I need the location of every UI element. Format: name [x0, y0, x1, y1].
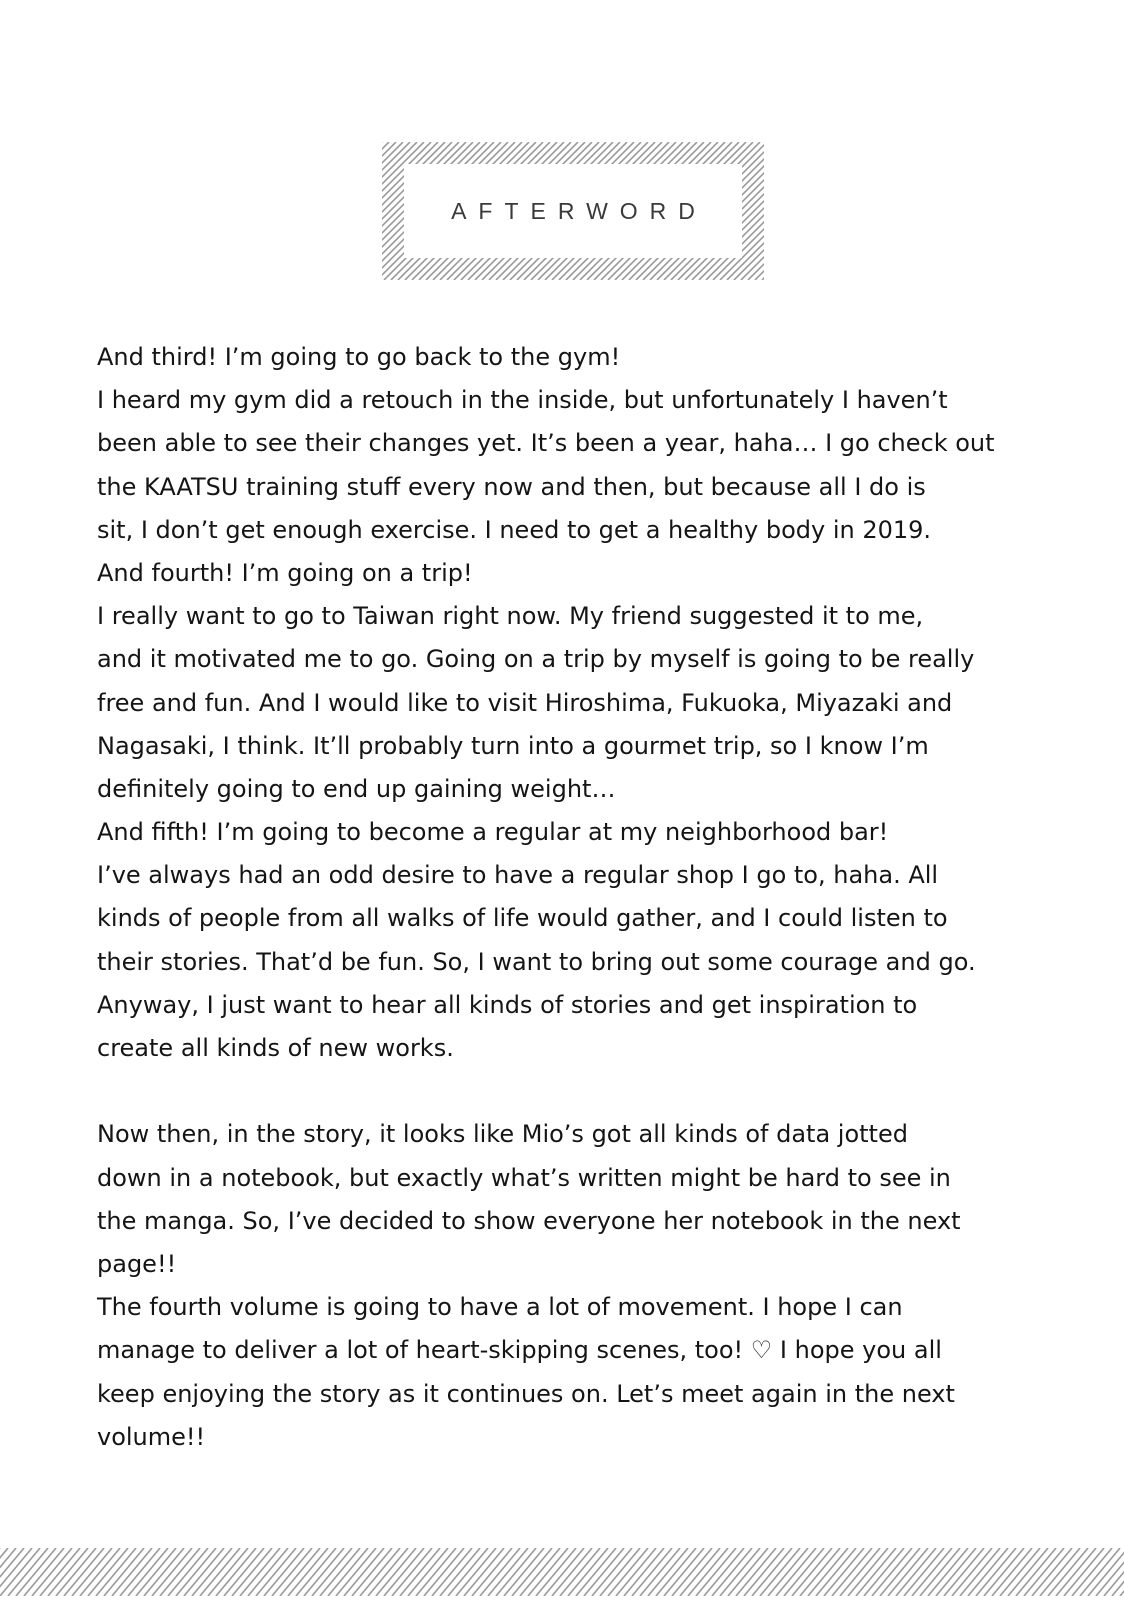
text-line: And fifth! I’m going to become a regular at my neighborhood bar! [97, 818, 889, 847]
text-line: volume!! [97, 1422, 206, 1451]
text-line: the manga. So, I’ve decided to show everyone her notebook in the next [97, 1206, 961, 1235]
text-line: And third! I’m going to go back to the gym! [97, 343, 621, 371]
text-line: down in a notebook, but exactly what’s written might be hard to see in [97, 1163, 951, 1192]
text-line: keep enjoying the story as it continues on. Let’s meet again in the next [97, 1379, 955, 1408]
text-line: and it motivated me to go. Going on a trip by myself is going to be really [97, 645, 975, 674]
text-line: I heard my gym did a retouch in the inside, but unfortunately I haven’t [97, 386, 948, 415]
text-line: definitely going to end up gaining weight… [97, 774, 616, 803]
paragraph-gap [97, 1070, 1057, 1113]
text-line: manage to deliver a lot of heart-skipping scenes, too! ♡ I hope you all [97, 1336, 942, 1365]
bottom-hatched-band [0, 1548, 1124, 1596]
text-line: sit, I don’t get enough exercise. I need to get a healthy body in 2019. [97, 515, 932, 544]
text-line: create all kinds of new works. [97, 1034, 454, 1062]
text-line: their stories. That’d be fun. So, I want to bring out some courage and go. [97, 947, 976, 976]
text-line: free and fun. And I would like to visit Hiroshima, Fukuoka, Miyazaki and [97, 688, 953, 717]
text-line: kinds of people from all walks of life would gather, and I could listen to [97, 904, 948, 933]
text-line: The fourth volume is going to have a lot of movement. I hope I can [97, 1293, 903, 1322]
text-line: been able to see their changes yet. It’s been a year, haha… I go check out [97, 429, 995, 458]
afterword-heading-frame [382, 142, 764, 280]
text-line: I’ve always had an odd desire to have a regular shop I go to, haha. All [97, 861, 939, 890]
text-line: Now then, in the story, it looks like Mio’s got all kinds of data jotted [97, 1120, 908, 1149]
text-line: page!! [97, 1249, 177, 1278]
text-line: Anyway, I just want to hear all kinds of stories and get inspiration to [97, 990, 918, 1019]
text-line: I really want to go to Taiwan right now. My friend suggested it to me, [97, 602, 924, 631]
text-line: And fourth! I’m going on a trip! [97, 558, 473, 587]
text-line: Nagasaki, I think. It’ll probably turn into a gourmet trip, so I know I’m [97, 731, 929, 760]
afterword-body [97, 336, 1057, 1459]
text-line: the KAATSU training stuff every now and then, but because all I do is [97, 472, 926, 501]
page-title: AFTERWORD [451, 198, 707, 224]
